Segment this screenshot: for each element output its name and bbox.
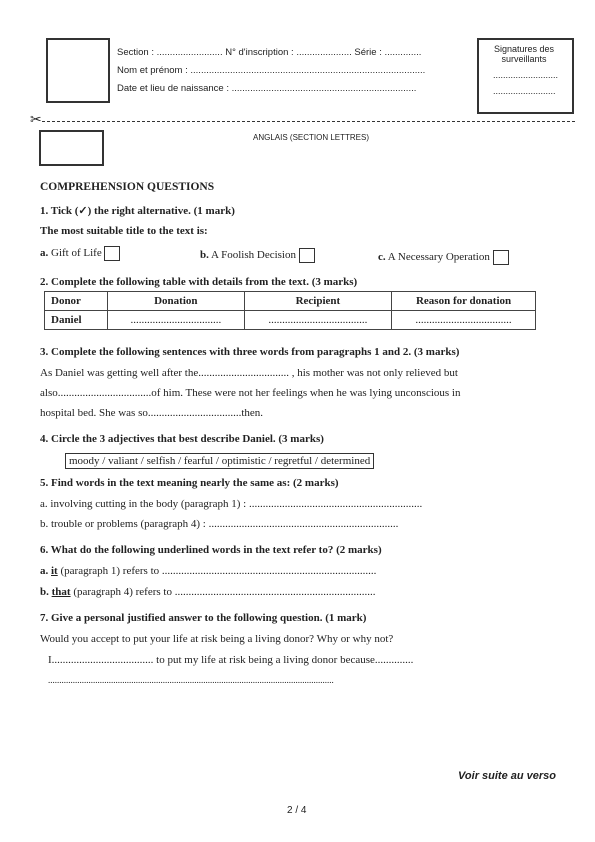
- cell-reason[interactable]: ...................................: [392, 311, 536, 330]
- item-text: (paragraph 4) refers to .........................................................................: [73, 586, 376, 598]
- header-reason: Reason for donation: [392, 292, 536, 311]
- q1-option-a: [40, 246, 120, 261]
- q1-option-b: [200, 248, 315, 263]
- q2-title: 2. Complete the following table with details from the text. (3 marks): [40, 276, 358, 288]
- q6-item-b[interactable]: [40, 586, 375, 598]
- q3-line-2: also..................................of him. These were not her feelings when he was lying unconscious in: [40, 387, 461, 399]
- option-letter: a.: [40, 247, 49, 260]
- header-donation: Donation: [108, 292, 245, 311]
- cell-donation[interactable]: .................................: [108, 311, 245, 330]
- q5-item-a[interactable]: a. involving cutting in the body (paragraph 1) : ...............................................................: [40, 498, 423, 510]
- option-text: A Foolish Decision: [211, 249, 296, 262]
- header-donor: Donor: [45, 292, 108, 311]
- q3-line-1: As Daniel was getting well after the................................. , his mother was not only relieved but: [40, 367, 458, 379]
- option-a-checkbox[interactable]: [104, 246, 120, 261]
- underlined-word: that: [51, 586, 71, 598]
- section-line: Section : ......................... N° d'inscription : ..................... Série : ..............: [117, 47, 422, 58]
- item-text: (paragraph 1) refers to ..............................................................................: [60, 565, 377, 577]
- cut-line: [42, 121, 575, 122]
- q3-line-3: hospital bed. She was so..................................then.: [40, 407, 264, 419]
- q1-option-c: [378, 250, 509, 265]
- page-number: 2 / 4: [287, 805, 307, 816]
- q5-title: 5. Find words in the text meaning nearly the same as: (2 marks): [40, 477, 339, 489]
- section-title: COMPREHENSION QUESTIONS: [40, 181, 215, 193]
- q3-title: 3. Complete the following sentences with three words from paragraphs 1 and 2. (3 marks): [40, 346, 460, 358]
- q4-title: 4. Circle the 3 adjectives that best describe Daniel. (3 marks): [40, 433, 324, 445]
- option-text: A Necessary Operation: [387, 251, 490, 264]
- signature-dots-2: .........................: [493, 86, 556, 96]
- details-table: [44, 291, 536, 330]
- q6-item-a[interactable]: [40, 565, 376, 577]
- cell-recipient[interactable]: ....................................: [244, 311, 391, 330]
- grade-box: [39, 130, 104, 166]
- birth-line: Date et lieu de naissance : ......................................................................: [117, 83, 417, 94]
- photo-box: [46, 38, 110, 103]
- adjective-list[interactable]: moody / valiant / selfish / fearful / optimistic / regretful / determined: [65, 453, 374, 469]
- option-c-checkbox[interactable]: [493, 250, 509, 265]
- verso-note: Voir suite au verso: [458, 770, 557, 782]
- header-recipient: Recipient: [244, 292, 391, 311]
- q7-question: Would you accept to put your life at risk being a living donor? Why or why not?: [40, 633, 394, 645]
- option-b-checkbox[interactable]: [299, 248, 315, 263]
- option-text: Gift of Life: [51, 247, 102, 260]
- scissors-icon: ✂: [30, 112, 42, 128]
- q6-title: 6. What do the following underlined words in the text refer to? (2 marks): [40, 544, 382, 556]
- signatures-title: Signatures des surveillants: [493, 44, 555, 64]
- q7-title: 7. Give a personal justified answer to the following question. (1 mark): [40, 612, 367, 624]
- item-letter: b.: [40, 586, 49, 598]
- option-letter: c.: [378, 251, 386, 264]
- subject-title: ANGLAIS (SECTION LETTRES): [253, 133, 370, 142]
- name-line: Nom et prénom : .........................................................................................: [117, 65, 426, 76]
- underlined-word: it: [51, 565, 58, 577]
- option-letter: b.: [200, 249, 209, 262]
- q1-prompt: The most suitable title to the text is:: [40, 225, 208, 237]
- signature-dots-1: ..........................: [493, 70, 559, 80]
- cell-donor: Daniel: [45, 311, 108, 330]
- q7-answer-line-2[interactable]: ...............................................................................................................................: [48, 675, 334, 685]
- q5-item-b[interactable]: b. trouble or problems (paragraph 4) : .....................................................................: [40, 518, 399, 530]
- q1-title: 1. Tick (✓) the right alternative. (1 mark): [40, 205, 235, 217]
- item-letter: a.: [40, 565, 49, 577]
- q7-answer-line-1[interactable]: I..................................... to put my life at risk being a living donor because..............: [48, 654, 414, 666]
